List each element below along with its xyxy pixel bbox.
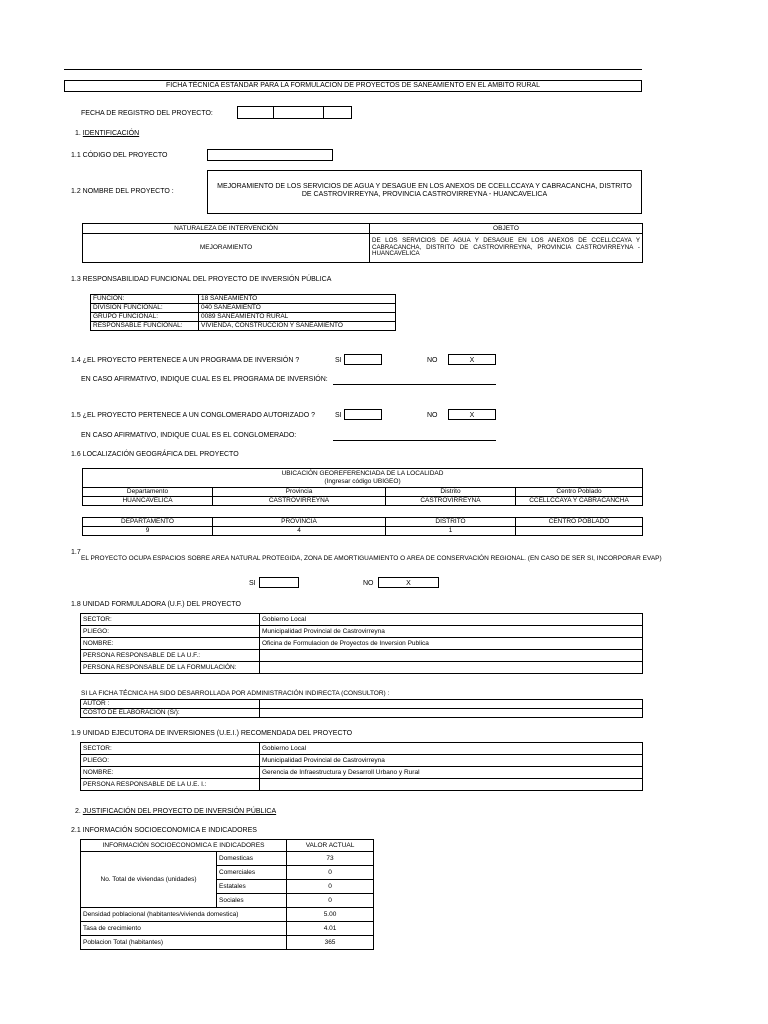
uei-row-value[interactable]: Gobierno Local — [260, 743, 643, 755]
ubicacion-title-line1: UBICACIÓN GEOREFERENCIADA DE LA LOCALIDAD — [281, 470, 444, 478]
uf-row — [81, 614, 643, 626]
ubicacion-header-cell: Centro Poblado — [516, 488, 643, 497]
ubicacion-value-cell: CCELLCCAYA Y CABRACANCHA — [516, 497, 643, 506]
ubicacion-value-cell: CASTROVIRREYNA — [386, 497, 516, 506]
funcional-row-value: VIVIENDA, CONSTRUCCION Y SANEAMIENTO — [199, 322, 396, 331]
consultor-row-value[interactable] — [260, 700, 643, 709]
s14-sub: EN CASO AFIRMATIVO, INDIQUE CUAL ES EL PROGRAMA DE INVERSIÓN: — [81, 376, 328, 383]
ubigeo-header-cell: DISTRITO — [386, 518, 516, 527]
s14-no-mark: X — [469, 357, 475, 364]
consultor-row-label: COSTO DE ELABORACIÓN (S/): — [81, 709, 260, 718]
socio-row — [81, 922, 374, 936]
uf-row-label: SECTOR: — [81, 614, 260, 626]
socio-row-label: Densidad poblacional (habitantes/vivienda domestica) — [81, 908, 287, 922]
s15-no-label: NO — [427, 412, 438, 419]
funcional-row-value: 0089 SANEAMIENTO RURAL — [199, 313, 396, 322]
ubicacion-table — [82, 468, 643, 506]
ubigeo-header-cell: CENTRO POBLADO — [516, 518, 643, 527]
ubigeo-header-cell: DEPARTAMENTO — [83, 518, 213, 527]
socio-table — [80, 839, 374, 950]
funcional-row-value: 18 SANEAMIENTO — [199, 295, 396, 304]
socio-group-item: Sociales — [217, 894, 287, 908]
socio-row — [81, 936, 374, 950]
uf-row-value[interactable]: Municipalidad Provincial de Castrovirreyna — [260, 626, 643, 638]
s17-si-label: SI — [249, 580, 256, 587]
section-1-label: IDENTIFICACIÓN — [82, 130, 140, 137]
objeto-value: DE LOS SERVICIOS DE AGUA Y DESAGUE EN LOS ANEXOS DE CCELLCCAYA Y CABRACANCHA, DISTRITO DE CASTROVIRREYNA, PROVINCIA CASTROVIRREYNA - HUANCAVELICA — [370, 234, 643, 263]
funcional-row-label: FUNCION: — [91, 295, 199, 304]
socio-row-label: Poblacion Total (habitantes) — [81, 936, 287, 950]
s14-answer-line[interactable] — [333, 384, 496, 385]
consultor-row-value[interactable] — [260, 709, 643, 718]
s13-label: 1.3 RESPONSABILIDAD FUNCIONAL DEL PROYECTO DE INVERSIÓN PÚBLICA — [71, 276, 332, 283]
uei-row-label: SECTOR: — [81, 743, 260, 755]
s16-label: 1.6 LOCALIZACIÓN GEOGRÁFICA DEL PROYECTO — [71, 451, 239, 458]
s15-no-mark: X — [469, 412, 475, 419]
socio-group-value: 73 — [287, 852, 374, 866]
socio-header-indicator: INFORMACIÓN SOCIOECONOMICA E INDICADORES — [81, 840, 287, 852]
funcional-row — [91, 322, 396, 331]
section-1-number: 1. — [75, 130, 81, 137]
uei-row-value[interactable]: Municipalidad Provincial de Castrovirreyna — [260, 755, 643, 767]
objeto-header: OBJETO — [370, 224, 643, 234]
uf-row-label: PERSONA RESPONSABLE DE LA U.F.: — [81, 650, 260, 662]
uf-row — [81, 626, 643, 638]
fecha-anio-field[interactable] — [323, 106, 352, 119]
ubigeo-header-cell: PROVINCIA — [213, 518, 386, 527]
funcional-row-label: DIVISION FUNCIONAL: — [91, 304, 199, 313]
ubicacion-value-cell: HUANCAVELICA — [83, 497, 213, 506]
uf-row — [81, 662, 643, 674]
s19-label: 1.9 UNIDAD EJECUTORA DE INVERSIONES (U.E.I.) RECOMENDADA DEL PROYECTO — [71, 730, 353, 737]
consultor-label: SI LA FICHA TÉCNICA HA SIDO DESARROLLADA POR ADMINISTRACIÓN INDIRECTA (CONSULTOR) : — [81, 690, 390, 697]
s17-number: 1.7 — [71, 549, 81, 556]
socio-row — [81, 908, 374, 922]
section-2-number: 2. — [75, 808, 81, 815]
s14-si-checkbox[interactable] — [344, 354, 382, 365]
socio-row-label: Tasa de crecimiento — [81, 922, 287, 936]
socio-group-value: 0 — [287, 880, 374, 894]
funcional-row — [91, 295, 396, 304]
uei-row — [81, 743, 643, 755]
uf-row — [81, 650, 643, 662]
s17-si-checkbox[interactable] — [259, 577, 299, 588]
uei-row-label: PLIEGO: — [81, 755, 260, 767]
s14-question: 1.4 ¿EL PROYECTO PERTENECE A UN PROGRAMA DE INVERSIÓN ? — [71, 357, 300, 364]
section-2-heading — [75, 808, 276, 816]
ubicacion-value-cell: CASTROVIRREYNA — [213, 497, 386, 506]
uf-row-value[interactable]: Oficina de Formulacion de Proyectos de Inversion Publica — [260, 638, 643, 650]
page-title: FICHA TÉCNICA ESTANDAR PARA LA FORMULACION DE PROYECTOS DE SANEAMIENTO EN EL AMBITO RURAL — [166, 82, 540, 89]
s15-answer-line[interactable] — [333, 440, 496, 441]
ubigeo-value-cell: 9 — [83, 527, 213, 536]
s15-si-label: SI — [335, 412, 342, 419]
fecha-mes-field[interactable] — [273, 106, 324, 119]
s17-no-mark: X — [406, 580, 411, 587]
uf-row — [81, 638, 643, 650]
socio-group-label: No. Total de viviendas (unidades) — [81, 852, 217, 908]
uei-row — [81, 767, 643, 779]
fecha-dia-field[interactable] — [237, 106, 274, 119]
uf-row-label: PERSONA RESPONSABLE DE LA FORMULACIÓN: — [81, 662, 260, 674]
ubigeo-value-cell: 1 — [386, 527, 516, 536]
consultor-row-label: AUTOR : — [81, 700, 260, 709]
socio-group-item: Domesticas — [217, 852, 287, 866]
naturaleza-value: MEJORAMIENTO — [83, 234, 370, 263]
consultor-row — [81, 709, 643, 718]
ubicacion-title-line2: (Ingresar código UBIGEO) — [324, 478, 401, 485]
socio-group-item: Comerciales — [217, 866, 287, 880]
ubigeo-value-cell: 4 — [213, 527, 386, 536]
s15-sub: EN CASO AFIRMATIVO, INDIQUE CUAL ES EL CONGLOMERADO: — [81, 432, 297, 439]
top-rule — [64, 69, 642, 70]
uf-row-value[interactable] — [260, 650, 643, 662]
s17-no-label: NO — [363, 580, 374, 587]
uei-row-label: PERSONA RESPONSABLE DE LA U.E. I.: — [81, 779, 260, 791]
socio-group-row — [81, 852, 374, 866]
socio-row-value: 365 — [287, 936, 374, 950]
nombre-label: 1.2 NOMBRE DEL PROYECTO : — [71, 188, 174, 195]
ubicacion-title — [83, 469, 643, 488]
ubigeo-header-row — [83, 518, 643, 527]
socio-row-value: 4.01 — [287, 922, 374, 936]
nombre-value: MEJORAMIENTO DE LOS SERVICIOS DE AGUA Y DESAGUE EN LOS ANEXOS DE CCELLCCAYA Y CABRACANCHA, DISTRITO DE CASTROVIRREYNA, PROVINCIA CASTROVIRREYNA - HUANCAVELICA — [217, 183, 632, 199]
funcional-row — [91, 313, 396, 322]
uei-row-value[interactable]: Gerencia de Infraestructura y Desarroll Urbano y Rural — [260, 767, 643, 779]
funcional-row-value: 040 SANEAMIENTO — [199, 304, 396, 313]
funcional-table — [90, 294, 396, 331]
s14-si-label: SI — [335, 357, 342, 364]
ubigeo-value-cell — [516, 527, 643, 536]
section-1-heading — [75, 130, 139, 138]
socio-group-value: 0 — [287, 894, 374, 908]
s21-label: 2.1 INFORMACIÓN SOCIOECONOMICA E INDICADORES — [71, 827, 257, 834]
naturaleza-header: NATURALEZA DE INTERVENCIÓN — [83, 224, 370, 234]
fecha-registro-label: FECHA DE REGISTRO DEL PROYECTO: — [81, 110, 213, 117]
uei-row — [81, 755, 643, 767]
funcional-row-label: RESPONSABLE FUNCIONAL: — [91, 322, 199, 331]
s14-no-label: NO — [427, 357, 438, 364]
s18-label: 1.8 UNIDAD FORMULADORA (U.F.) DEL PROYECTO — [71, 601, 241, 608]
uf-row-value[interactable]: Gobierno Local — [260, 614, 643, 626]
uei-row-label: NOMBRE: — [81, 767, 260, 779]
socio-group-item: Estatales — [217, 880, 287, 894]
s17-text: EL PROYECTO OCUPA ESPACIOS SOBRE AREA NATURAL PROTEGIDA, ZONA DE AMORTIGUAMIENTO O AREA DE CONSERVACIÓN REGIONAL. (EN CASO DE SER SI, INCORPORAR EVAP) — [81, 555, 662, 562]
ubicacion-header-cell: Departamento — [83, 488, 213, 497]
codigo-label: 1.1 CÓDIGO DEL PROYECTO — [71, 152, 168, 159]
socio-group-value: 0 — [287, 866, 374, 880]
uf-row-label: PLIEGO: — [81, 626, 260, 638]
naturaleza-table — [82, 223, 643, 263]
ubigeo-value-row — [83, 527, 643, 536]
uf-row-value[interactable] — [260, 662, 643, 674]
s15-si-checkbox[interactable] — [344, 409, 382, 420]
s15-question: 1.5 ¿EL PROYECTO PERTENECE A UN CONGLOMERADO AUTORIZADO ? — [71, 412, 316, 419]
uei-table — [80, 742, 643, 791]
ubicacion-header-row — [83, 488, 643, 497]
uei-row-value[interactable] — [260, 779, 643, 791]
socio-row-value: 5.00 — [287, 908, 374, 922]
socio-header-row — [81, 840, 374, 852]
section-2-label: JUSTIFICACIÓN DEL PROYECTO DE INVERSIÓN PÚBLICA — [82, 808, 277, 815]
funcional-row — [91, 304, 396, 313]
socio-header-valor: VALOR ACTUAL — [287, 840, 374, 852]
consultor-table — [80, 699, 643, 718]
codigo-field[interactable] — [207, 149, 333, 161]
ubicacion-header-cell: Provincia — [213, 488, 386, 497]
funcional-row-label: GRUPO FUNCIONAL: — [91, 313, 199, 322]
uf-table — [80, 613, 643, 674]
uf-row-label: NOMBRE: — [81, 638, 260, 650]
ubigeo-table — [82, 517, 643, 536]
ubicacion-header-cell: Distrito — [386, 488, 516, 497]
ubicacion-value-row — [83, 497, 643, 506]
consultor-row — [81, 700, 643, 709]
uei-row — [81, 779, 643, 791]
